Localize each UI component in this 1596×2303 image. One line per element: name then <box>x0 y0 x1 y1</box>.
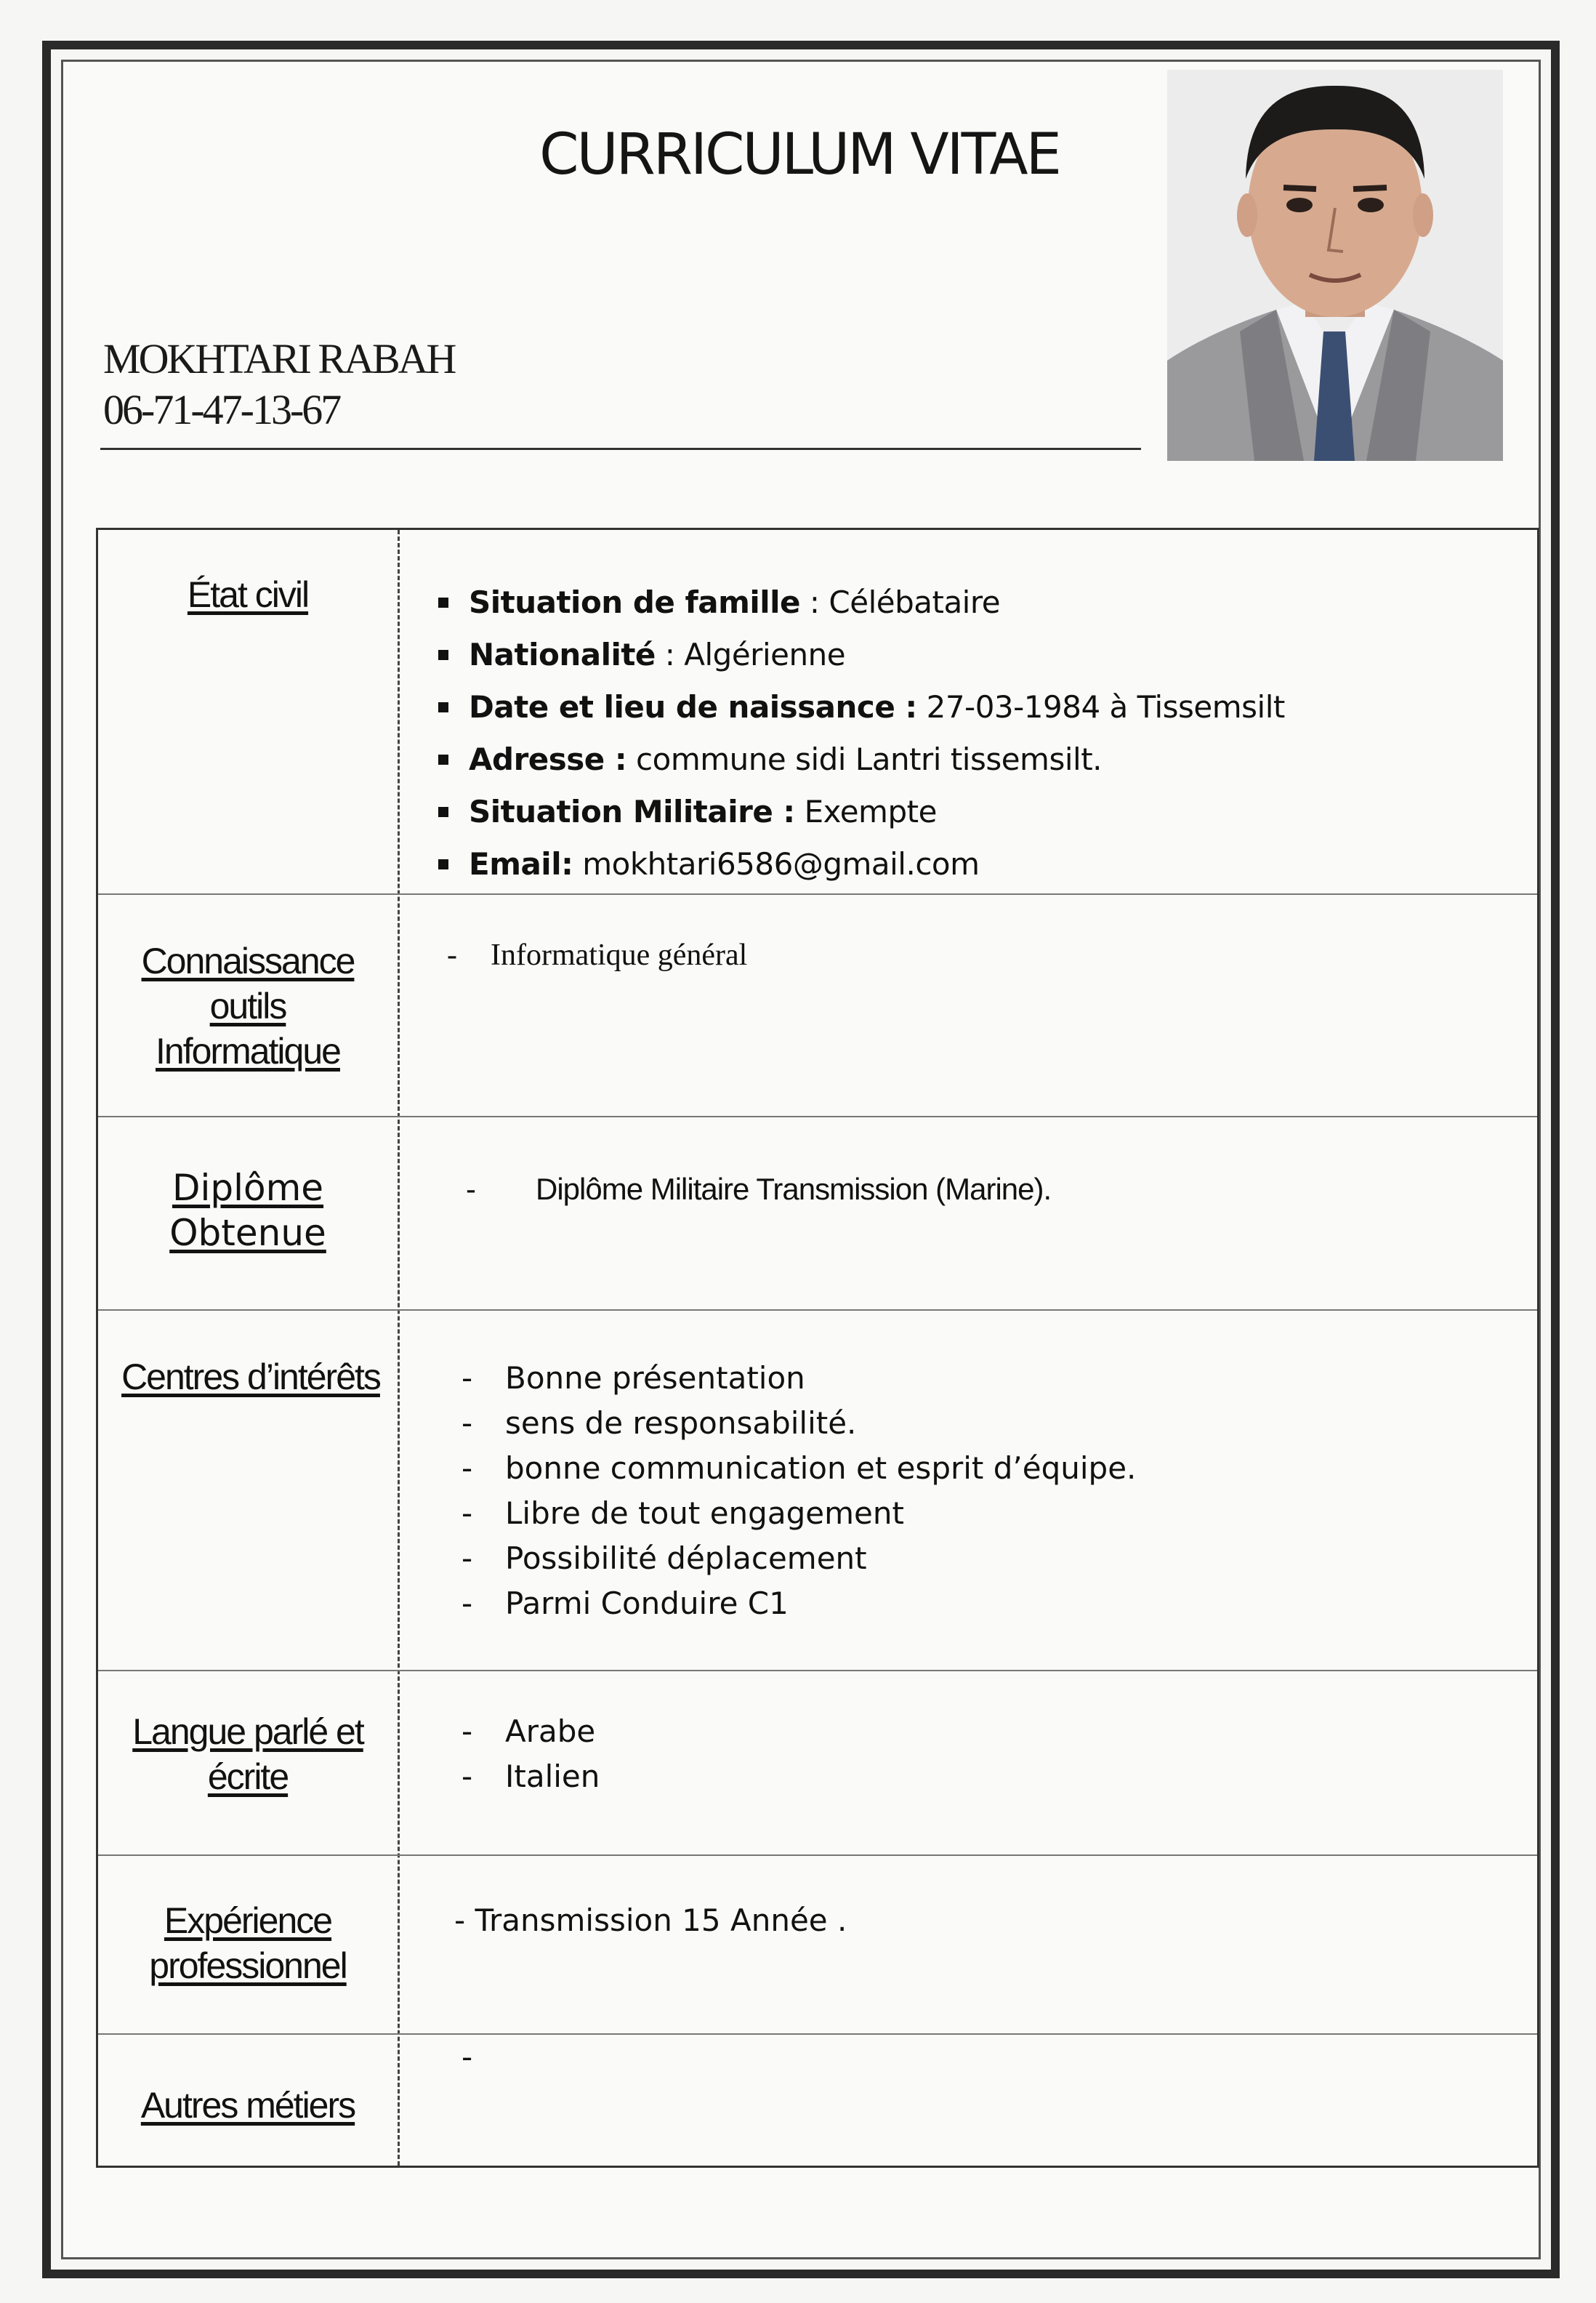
etat-civil-list <box>425 576 1523 891</box>
autres-content <box>462 2035 1523 2080</box>
document-title: CURRICULUM VITAE <box>539 122 1060 188</box>
list-item: - Parmi Conduire C1 <box>462 1585 789 1621</box>
list-item: - Bonne présentation <box>462 1360 805 1396</box>
square-bullet-icon <box>438 859 448 869</box>
etat-civil-item: Adresse : commune sidi Lantri tissemsilt. <box>425 733 1523 786</box>
label-autres: Autres métiers <box>140 2085 355 2126</box>
square-bullet-icon <box>438 807 448 817</box>
experience-content <box>454 1898 1523 1943</box>
label-interets: Centres d’intérêts <box>121 1357 380 1397</box>
etat-civil-item: Nationalité : Algérienne <box>425 629 1523 681</box>
square-bullet-icon <box>438 702 448 712</box>
connaissance-list <box>425 933 1523 978</box>
etat-civil-item: Email: mokhtari6586@gmail.com <box>425 838 1523 891</box>
list-item: - Possibilité déplacement <box>462 1540 867 1576</box>
square-bullet-icon <box>438 755 448 765</box>
row-etat-civil <box>98 530 1537 893</box>
diplome-list <box>425 1167 1523 1212</box>
cv-table <box>96 528 1539 2168</box>
list-item: - Arabe <box>462 1713 596 1749</box>
row-experience <box>98 1854 1537 2035</box>
label-diplome: Diplôme Obtenue <box>169 1167 326 1254</box>
square-bullet-icon <box>438 598 448 608</box>
row-interets <box>98 1309 1537 1671</box>
label-etat-civil: État civil <box>187 574 309 615</box>
list-item: - Transmission 15 Année . <box>454 1902 847 1938</box>
row-langue <box>98 1670 1537 1856</box>
label-connaissance: Connaissance outils Informatique <box>141 941 355 1072</box>
list-item: - bonne communication et esprit d’équipe. <box>462 1450 1137 1486</box>
label-langue: Langue parlé et écrite <box>132 1711 363 1797</box>
list-item: - Diplôme Militaire Transmission (Marine). <box>466 1172 1052 1206</box>
etat-civil-item: Situation de famille : Célébataire <box>425 576 1523 629</box>
header-divider <box>100 448 1141 450</box>
profile-photo <box>1167 70 1503 461</box>
portrait-image <box>1167 70 1503 461</box>
row-diplome <box>98 1116 1537 1311</box>
square-bullet-icon <box>438 650 448 660</box>
list-item: - Libre de tout engagement <box>462 1495 904 1531</box>
row-autres <box>98 2033 1537 2171</box>
list-item: - sens de responsabilité. <box>462 1405 857 1441</box>
label-experience: Expérience professionnel <box>149 1900 347 1986</box>
candidate-phone: 06-71-47-13-67 <box>103 386 340 433</box>
interets-list <box>440 1356 1523 1626</box>
etat-civil-item: Situation Militaire : Exempte <box>425 786 1523 838</box>
list-item: - Informatique général <box>447 939 748 972</box>
list-item: - Italien <box>462 1759 600 1794</box>
candidate-name: MOKHTARI RABAH <box>103 335 455 382</box>
etat-civil-item: Date et lieu de naissance : 27-03-1984 à Tissemsilt <box>425 681 1523 733</box>
langue-list <box>440 1709 1523 1799</box>
row-connaissance <box>98 893 1537 1117</box>
list-item: - <box>462 2039 473 2075</box>
